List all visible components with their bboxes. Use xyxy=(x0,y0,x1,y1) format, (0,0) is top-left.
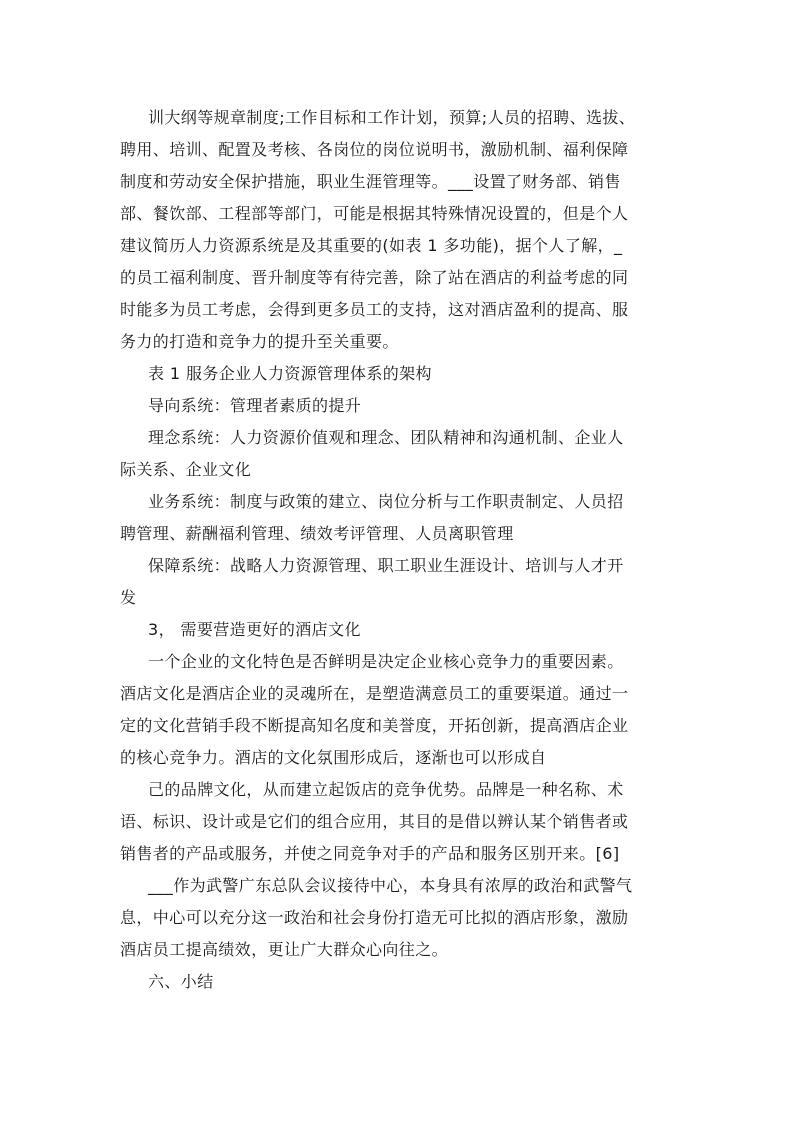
text-line: 际关系、企业文化 xyxy=(120,460,252,479)
text-line: 业务系统：制度与政策的建立、岗位分析与工作职责制定、人员招 xyxy=(148,492,624,511)
text-line: 语、标识、设计或是它们的组合应用，其目的是借以辨认某个销售者或 xyxy=(120,812,629,831)
text-line: 部、餐饮部、工程部等部门，可能是根据其特殊情况设置的，但是个人 xyxy=(120,204,629,223)
text-line: 3， 需要营造更好的酒店文化 xyxy=(148,620,361,639)
text-line: 酒店员工提高绩效，更让广大群众心向往之。 xyxy=(120,940,449,959)
paragraph xyxy=(120,486,676,550)
text-line: 己的品牌文化，从而建立起饭店的竞争优势。品牌是一种名称、术 xyxy=(148,780,624,799)
paragraph xyxy=(120,422,676,486)
text-line: 的核心竞争力。酒店的文化氛围形成后，逐渐也可以形成自 xyxy=(120,748,547,767)
document-body xyxy=(120,102,676,998)
paragraph xyxy=(120,550,676,614)
paragraph xyxy=(120,966,676,998)
text-line: 务力的打造和竞争力的提升至关重要。 xyxy=(120,332,399,351)
paragraph xyxy=(120,614,676,646)
text-line: 酒店文化是酒店企业的灵魂所在，是塑造满意员工的重要渠道。通过一 xyxy=(120,684,629,703)
text-line: 建议简历人力资源系统是及其重要的(如表 1 多功能)，据个人了解，_ xyxy=(120,236,623,255)
text-line: 导向系统：管理者素质的提升 xyxy=(148,396,362,415)
text-line: 训大纲等规章制度;工作目标和工作计划，预算;人员的招聘、选拔、 xyxy=(148,108,636,127)
paragraph xyxy=(120,102,676,358)
text-line: ___作为武警广东总队会议接待中心，本身具有浓厚的政治和武警气 xyxy=(148,876,633,895)
text-line: 一个企业的文化特色是否鲜明是决定企业核心竞争力的重要因素。 xyxy=(148,652,624,671)
text-line: 息，中心可以充分这一政治和社会身份打造无可比拟的酒店形象，激励 xyxy=(120,908,629,927)
text-line: 时能多为员工考虑，会得到更多员工的支持，这对酒店盈利的提高、服 xyxy=(120,300,629,319)
text-line: 六、小结 xyxy=(148,972,214,991)
paragraph xyxy=(120,646,676,774)
text-line: 的员工福利制度、晋升制度等有待完善，除了站在酒店的利益考虑的同 xyxy=(120,268,629,287)
text-line: 制度和劳动安全保护措施，职业生涯管理等。___设置了财务部、销售 xyxy=(120,172,621,191)
paragraph xyxy=(120,870,676,966)
text-line: 保障系统：战略人力资源管理、职工职业生涯设计、培训与人才开 xyxy=(148,556,624,575)
text-line: 销售者的产品或服务，并使之同竞争对手的产品和服务区别开来。[6] xyxy=(120,844,620,863)
text-line: 理念系统：人力资源价值观和理念、团队精神和沟通机制、企业人 xyxy=(148,428,624,447)
paragraph xyxy=(120,390,676,422)
text-line: 发 xyxy=(120,588,137,607)
text-line: 聘用、培训、配置及考核、各岗位的岗位说明书，激励机制、福利保障 xyxy=(120,140,629,159)
paragraph xyxy=(120,358,676,390)
text-line: 表 1 服务企业人力资源管理体系的架构 xyxy=(148,364,432,383)
document-content xyxy=(120,102,676,998)
text-line: 定的文化营销手段不断提高知名度和美誉度，开拓创新，提高酒店企业 xyxy=(120,716,629,735)
text-line: 聘管理、薪酬福利管理、绩效考评管理、人员离职管理 xyxy=(120,524,514,543)
paragraph xyxy=(120,774,676,870)
